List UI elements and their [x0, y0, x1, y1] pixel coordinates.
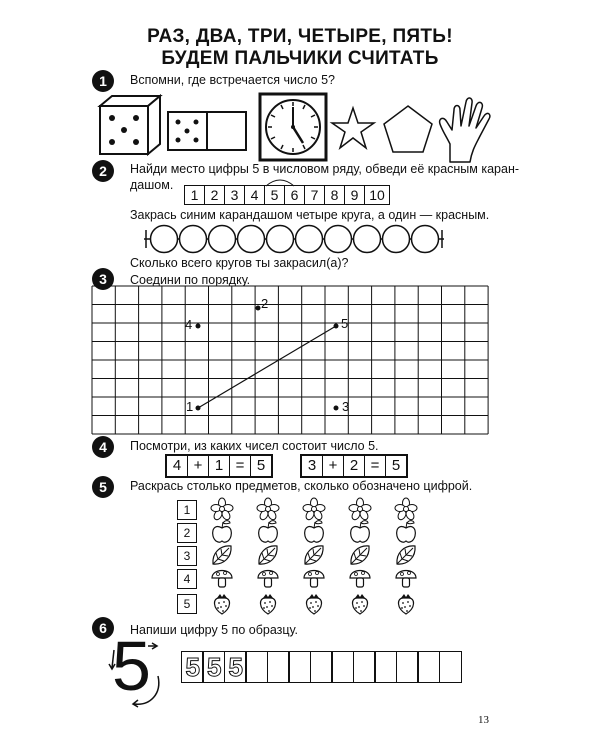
copy-cell[interactable]: [331, 651, 354, 683]
copy-cell[interactable]: [353, 651, 376, 683]
dot-5: [334, 324, 339, 329]
clock-icon: [260, 94, 326, 160]
leaf-icon[interactable]: [397, 546, 415, 564]
task-4-text: Посмотри, из каких чисел состоит число 5.: [130, 439, 379, 453]
mushroom-icon[interactable]: [396, 571, 416, 588]
task-4-number: 4: [92, 436, 114, 458]
number-row-cell: 7: [304, 185, 325, 205]
apple-icon[interactable]: [213, 521, 232, 542]
dot-1: [196, 406, 201, 411]
copy-cell[interactable]: [374, 651, 397, 683]
task-3-text: Соедини по порядку.: [130, 273, 251, 287]
row-number-box: 1: [177, 500, 197, 520]
task-1-text: Вспомни, где встречается число 5?: [130, 73, 335, 87]
task-1-number: 1: [92, 70, 114, 92]
copy-cell[interactable]: [396, 651, 419, 683]
equation-1-result: 5: [256, 457, 266, 474]
pentagon-icon: [384, 106, 432, 152]
equation-2-result: 5: [391, 457, 401, 474]
row-number-box: 2: [177, 523, 197, 543]
copy-cell[interactable]: [245, 651, 268, 683]
coloring-items: [200, 495, 430, 620]
leaf-icon[interactable]: [259, 546, 277, 564]
row-number-box: 5: [177, 594, 197, 614]
circle-to-color[interactable]: [238, 226, 265, 253]
mushroom-icon[interactable]: [258, 571, 278, 588]
copy-cell[interactable]: [310, 651, 333, 683]
mushroom-icon[interactable]: [350, 571, 370, 588]
domino-icon: [168, 112, 246, 150]
page-title-line1: РАЗ, ДВА, ТРИ, ЧЕТЫРЕ, ПЯТЬ!: [147, 26, 453, 47]
equation-1-term: 4: [167, 456, 188, 476]
circle-to-color[interactable]: [354, 226, 381, 253]
number-row-cell: 8: [324, 185, 345, 205]
circles-row: [140, 224, 450, 254]
apple-icon[interactable]: [259, 521, 278, 542]
circle-to-color[interactable]: [325, 226, 352, 253]
equation-1-op: =: [230, 456, 251, 476]
number-row-cell: 3: [224, 185, 245, 205]
strawberry-icon[interactable]: [214, 594, 229, 614]
mushroom-icon[interactable]: [304, 571, 324, 588]
circle-to-color[interactable]: [180, 226, 207, 253]
stroke-arrows-icon: [108, 640, 168, 710]
leaf-icon[interactable]: [351, 546, 369, 564]
task-5-number: 5: [92, 476, 114, 498]
number-row-cell: 2: [204, 185, 225, 205]
task-3-number: 3: [92, 268, 114, 290]
flower-icon[interactable]: [211, 498, 233, 521]
row-number-box: 3: [177, 546, 197, 566]
page-number: 13: [478, 714, 489, 726]
task-2-text3: Сколько всего кругов ты закрасил(а)?: [130, 256, 349, 270]
sample-digit: 5: [112, 627, 151, 705]
copy-cell[interactable]: [288, 651, 311, 683]
dice-icon: [100, 96, 160, 154]
strawberry-icon[interactable]: [306, 594, 321, 614]
circle-to-color[interactable]: [296, 226, 323, 253]
circle-to-color[interactable]: [209, 226, 236, 253]
task-2-text-line2: дашом.: [130, 178, 174, 192]
circle-to-color[interactable]: [151, 226, 178, 253]
apple-icon[interactable]: [305, 521, 324, 542]
dot-label-2: 2: [261, 296, 269, 311]
leaf-icon[interactable]: [305, 546, 323, 564]
copy-cell[interactable]: [439, 651, 462, 683]
equation-1: [165, 454, 273, 478]
copy-cell-sample: 5: [207, 652, 222, 682]
copy-cell[interactable]: [267, 651, 290, 683]
dot-grid: [90, 284, 510, 436]
page-title-line2: БУДЕМ ПАЛЬЧИКИ СЧИТАТЬ: [161, 48, 439, 69]
dot-label-4: 4: [185, 317, 193, 332]
apple-icon[interactable]: [397, 521, 416, 542]
number-row-cell: 9: [344, 185, 365, 205]
flower-icon[interactable]: [257, 498, 279, 521]
arc-mark-icon: [260, 176, 300, 188]
copy-cell[interactable]: [181, 651, 204, 683]
copy-cell-sample: 5: [228, 652, 243, 682]
task-2-number: 2: [92, 160, 114, 182]
dot-3: [334, 406, 339, 411]
dot-label-5: 5: [341, 316, 349, 331]
equation-2: [300, 454, 408, 478]
star-icon: [332, 108, 374, 148]
strawberry-icon[interactable]: [260, 594, 275, 614]
number-row-cell: 4: [244, 185, 265, 205]
hand-icon: [440, 98, 490, 162]
equation-2-op: =: [365, 456, 386, 476]
task-6-text: Напиши цифру 5 по образцу.: [130, 623, 299, 637]
number-row-cell: 5: [264, 185, 285, 205]
dot-2: [256, 306, 261, 311]
copy-cell-sample: 5: [185, 652, 200, 682]
task-6-number: 6: [92, 617, 114, 639]
connect-line: [198, 326, 336, 408]
copy-cell[interactable]: [417, 651, 440, 683]
flower-icon[interactable]: [395, 498, 417, 521]
number-row-cell: 6: [284, 185, 305, 205]
circle-to-color[interactable]: [267, 226, 294, 253]
copy-cells: [182, 651, 462, 683]
flower-icon[interactable]: [303, 498, 325, 521]
equation-2-term: 2: [344, 456, 365, 476]
task-2-text2: Закрась синим карандашом четыре круга, а один — красным.: [130, 208, 490, 222]
task-5-text: Раскрась столько предметов, сколько обозначено цифрой.: [130, 479, 473, 493]
equation-1-op: +: [188, 456, 209, 476]
dot-4: [196, 324, 201, 329]
dot-label-3: 3: [342, 399, 350, 414]
circle-to-color[interactable]: [412, 226, 439, 253]
task-2-text-line1: Найди место цифры 5 в числовом ряду, обведи её красным каран-: [130, 162, 520, 176]
mushroom-icon[interactable]: [212, 571, 232, 588]
dot-label-1: 1: [186, 399, 194, 414]
copy-cell[interactable]: [202, 651, 225, 683]
strawberry-icon[interactable]: [352, 594, 367, 614]
circle-to-color[interactable]: [383, 226, 410, 253]
equation-1-term: 1: [209, 456, 230, 476]
apple-icon[interactable]: [351, 521, 370, 542]
number-row-cell: 10: [364, 185, 390, 205]
leaf-icon[interactable]: [213, 546, 231, 564]
number-row-cell: 1: [184, 185, 205, 205]
strawberry-icon[interactable]: [398, 594, 413, 614]
number-row: [185, 185, 390, 205]
equation-2-term: 3: [302, 456, 323, 476]
task-1-pictures: [90, 90, 520, 168]
copy-cell[interactable]: [224, 651, 247, 683]
row-number-box: 4: [177, 569, 197, 589]
flower-icon[interactable]: [349, 498, 371, 521]
equation-2-op: +: [323, 456, 344, 476]
